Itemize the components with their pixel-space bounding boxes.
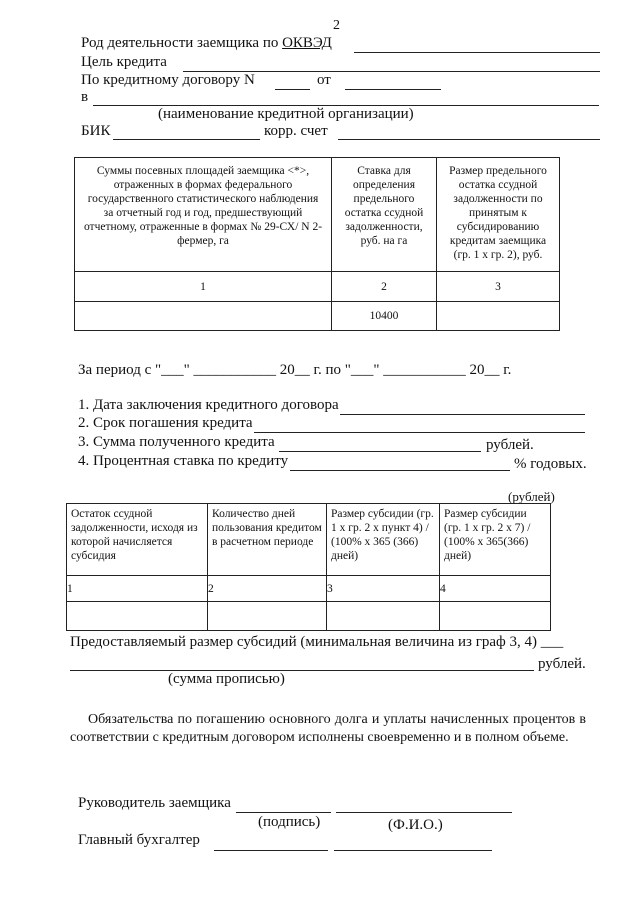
contract-date-field[interactable]: [345, 89, 441, 90]
limit-table-rate-cell: 10400: [332, 302, 437, 331]
signature-caption: (подпись): [258, 814, 321, 830]
contract-number-field[interactable]: [275, 89, 310, 90]
activity-label: Род деятельности заемщика по ОКВЭД: [81, 35, 332, 51]
subsidy-table-amount3-cell[interactable]: [327, 602, 440, 631]
subsidy-label: Предоставляемый размер субсидий (минимальная величина из граф 3, 4) ___: [70, 634, 564, 650]
item-rate: 4. Процентная ставка по кредиту: [78, 453, 289, 469]
obligations-text: Обязательства по погашению основного долга и уплаты начисленных процентов в соответствии с кредитным договором исполнены своевременно и в полном объеме.: [70, 712, 586, 745]
purpose-label: Цель кредита: [81, 54, 167, 70]
corr-account-label: корр. счет: [264, 123, 328, 139]
limit-table-col-2-number: 2: [332, 272, 437, 302]
corr-account-field[interactable]: [338, 139, 600, 140]
bank-prefix: в: [81, 89, 89, 105]
accountant-signature-field[interactable]: [214, 850, 328, 851]
limit-table-col-3-number: 3: [437, 272, 560, 302]
contract-from-label: от: [317, 72, 331, 88]
subsidy-table-col-3-number: 3: [327, 576, 440, 602]
head-signature-field[interactable]: [236, 812, 331, 813]
contract-label: По кредитному договору N: [81, 72, 255, 88]
item-contract-date: 1. Дата заключения кредитного договора: [78, 397, 339, 413]
limit-table-area-cell[interactable]: [75, 302, 332, 331]
subsidy-table-balance-cell[interactable]: [67, 602, 208, 631]
limit-table-col-1-number: 1: [75, 272, 332, 302]
okved-link: ОКВЭД: [282, 35, 332, 51]
accountant-name-field[interactable]: [334, 850, 492, 851]
contract-date-input[interactable]: [340, 414, 585, 415]
subsidy-table-days-cell[interactable]: [208, 602, 327, 631]
rate-unit: % годовых.: [514, 456, 587, 472]
bank-caption: (наименование кредитной организации): [158, 106, 414, 122]
head-label: Руководитель заемщика: [78, 795, 231, 811]
amount-unit: рублей.: [486, 437, 534, 453]
item-amount: 3. Сумма полученного кредита: [78, 434, 275, 450]
subsidy-table-amount4-cell[interactable]: [440, 602, 551, 631]
limit-table-limit-cell[interactable]: [437, 302, 560, 331]
period-line: За период с "___" ___________ 20__ г. по "___" ___________ 20__ г.: [78, 362, 512, 378]
fio-caption: (Ф.И.О.): [388, 817, 443, 833]
activity-field[interactable]: [354, 52, 600, 53]
subsidy-table-header-3: Размер субсидии (гр. 1 х гр. 2 х пункт 4) / (100% х 365 (366) дней): [327, 504, 440, 576]
limit-table: [74, 157, 560, 331]
subsidy-unit: рублей.: [538, 656, 586, 672]
page-number: 2: [333, 18, 340, 33]
amount-input[interactable]: [279, 451, 481, 452]
subsidy-table-col-4-number: 4: [440, 576, 551, 602]
rate-input[interactable]: [290, 470, 510, 471]
limit-table-header-1: Суммы посевных площадей заемщика <*>, отраженных в формах федерального государственного статистического наблюдения за отчетный год и год, предшествующий отчетному, отраженные в формах № 29-СХ/ N 2-фермер, га: [75, 158, 332, 272]
bik-field[interactable]: [113, 139, 260, 140]
subsidy-table-unit: (рублей): [508, 489, 555, 504]
bik-label: БИК: [81, 123, 111, 139]
item-term: 2. Срок погашения кредита: [78, 415, 253, 431]
accountant-label: Главный бухгалтер: [78, 832, 200, 848]
subsidy-words-field[interactable]: [70, 670, 534, 671]
limit-table-header-2: Ставка для определения предельного остатка ссудной задолженности, руб. на га: [332, 158, 437, 272]
subsidy-caption: (сумма прописью): [168, 671, 285, 687]
subsidy-table-header-1: Остаток ссудной задолженности, исходя из которой начисляется субсидия: [67, 504, 208, 576]
subsidy-table-col-2-number: 2: [208, 576, 327, 602]
subsidy-table-header-4: Размер субсидии (гр. 1 х гр. 2 х 7) / (100% х 365(366) дней): [440, 504, 551, 576]
subsidy-table-col-1-number: 1: [67, 576, 208, 602]
term-input[interactable]: [254, 432, 585, 433]
head-name-field[interactable]: [336, 812, 512, 813]
subsidy-table: [66, 503, 551, 631]
limit-table-header-3: Размер предельного остатка ссудной задолженности по принятым к субсидированию кредитам заемщика (гр. 1 х гр. 2), руб.: [437, 158, 560, 272]
subsidy-table-header-2: Количество дней пользования кредитом в расчетном периоде: [208, 504, 327, 576]
